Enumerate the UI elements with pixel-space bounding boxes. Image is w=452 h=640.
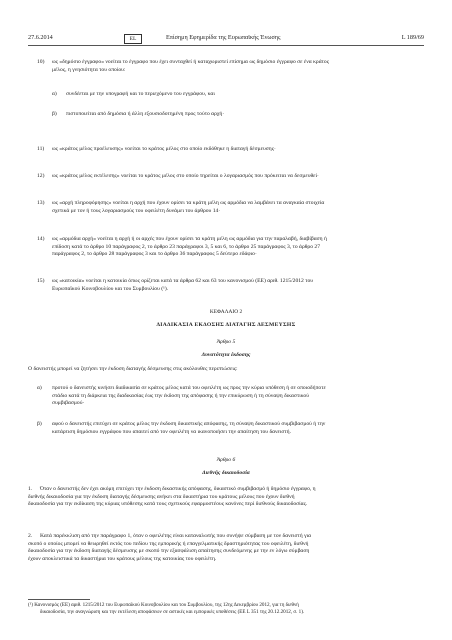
footnote-line: (¹) Κανονισμός (ΕΕ) αριθ. 1215/2012 του Ευρωπαϊκού Κοινοβουλίου και του Συμβουλίου, της 12ης Δεκεμβρίου 2012, για τη διεθνή	[28, 602, 299, 608]
chapter-label: ΚΕΦΑΛΑΙΟ 2	[209, 309, 243, 315]
article-intro: Ο δανειστής μπορεί να ζητήσει την έκδοση διαταγής δέσμευσης στις ακόλουθες περιπτώσεις:	[28, 366, 238, 372]
text-line: κατάρτιση δημόσιου εγγράφου που απαιτεί από τον οφειλέτη να ικανοποιήσει την απαίτηση του δανειστή.	[52, 428, 291, 435]
page-header	[28, 33, 424, 43]
footnote-rule	[28, 599, 90, 600]
text-line: προτού ο δανειστής κινήσει διαδικασία σε κράτος μέλος κατά του οφειλέτη ως προς την κύρια υπόθεση ή σε οποιοδήποτε	[52, 385, 326, 391]
definition-text	[52, 278, 313, 293]
definition-text: ως «κράτος μέλος προέλευσης» νοείται το κράτος μέλος στο οποίο εκδόθηκε η διαταγή δέσμευσης·	[52, 146, 276, 152]
text-line: δικαιοδοσία για την εκδίκαση της κύριας υπόθεσης κατά τους σχετικούς εφαρμοστέους κανόνες περί διεθνούς δικαιοδοσίας.	[28, 501, 308, 508]
sub-item-text	[52, 421, 325, 436]
paragraph-number: 1.	[28, 486, 33, 492]
text-line: έχουν αποκλειστικά τα δικαστήρια του κράτους μέλους της κατοικίας του οφειλέτη.	[28, 555, 217, 562]
journal-title: Επίσημη Εφημερίδα της Ευρωπαϊκής Ένωσης	[166, 34, 281, 41]
text-line: ως «αρμόδια αρχή» νοείται η αρχή ή οι αρχές που έχουν ορίσει τα κράτη μέλη ως αρμόδια για την παραλαβή, διαβίβαση ή	[52, 236, 327, 242]
chapter-title: ΔΙΑΔΙΚΑΣΙΑ ΕΚΔΟΣΗΣ ΔΙΑΤΑΓΗΣ ΔΕΣΜΕΥΣΗΣ	[156, 322, 296, 328]
language-code-box: EL	[124, 34, 142, 44]
sub-item-letter: β)	[52, 111, 57, 117]
text-line: ως «κατοικία» νοείται η κατοικία όπως ορίζεται κατά τα άρθρα 62 και 63 του κανονισμού (ΕΕ) αριθ. 1215/2012 του	[52, 278, 314, 284]
text-line: συμβιβασμού·	[52, 400, 85, 407]
sub-item-text: συνδέεται με την υπογραφή και το περιεχόμενο του εγγράφου, και	[66, 91, 215, 97]
footnote	[28, 602, 424, 616]
sub-item-letter: α)	[52, 91, 57, 97]
paragraph-text	[28, 533, 312, 563]
paragraph-number: 2.	[28, 533, 33, 539]
definition-number: 14)	[37, 236, 45, 242]
definition-number: 10)	[37, 59, 45, 65]
text-line: παράγραφος 2, το άρθρο 28 παράγραφος 3 και το άρθρο 36 παράγραφος 5 δεύτερο εδάφιο·	[52, 251, 257, 258]
definition-text	[52, 236, 327, 259]
article-label: Άρθρο 6	[216, 457, 236, 463]
definition-number: 13)	[37, 200, 45, 206]
sub-item-text	[52, 385, 326, 408]
sub-item-letter: β)	[37, 421, 42, 427]
text-line: Ευρωπαϊκού Κοινοβουλίου και του Συμβουλίου (¹).	[52, 285, 169, 292]
sub-item-text: πιστοποιείται από δημόσια ή άλλη εξουσιοδοτημένη προς τούτο αρχή·	[66, 111, 225, 117]
text-line: δικαιοδοσία για την έκδοση διαταγής δέσμευσης με σκοπό την εξασφάλιση απαίτησης συνδεόμενης με την εν λόγω σύμβαση	[28, 548, 310, 555]
definition-text	[52, 200, 324, 215]
text-line: Όταν ο δανειστής δεν έχει ακόμη επιτύχει την έκδοση δικαστικής απόφασης, δικαστικό συμβιβασμό ή δημόσιο έγγραφο, η	[40, 486, 316, 492]
text-line: σκοπό ο οποίος μπορεί να θεωρηθεί εκτός του πεδίου της εμπορικής ή επαγγελματικής δραστηριότητας του οφειλέτη, διεθνή	[28, 540, 309, 547]
paragraph-text	[28, 486, 316, 509]
text-line: διεθνής δικαιοδοσία για την έκδοση διαταγής δέσμευσης ανήκει στα δικαστήρια του κράτους μέλους που έχουν διεθνή	[28, 493, 295, 500]
text-line: σχετικά με τον ή τους λογαριασμούς του οφειλέτη δυνάμει του άρθρου 14·	[52, 207, 221, 214]
page-number: L 189/69	[401, 34, 424, 41]
article-title: Δυνατότητα έκδοσης	[201, 352, 251, 358]
text-line: ως «αρχή πληροφόρησης» νοείται η αρχή που έχουν ορίσει τα κράτη μέλη ως αρμόδια να λαμβάνει τα αναγκαία στοιχεία	[52, 200, 325, 206]
article-label: Άρθρο 5	[216, 339, 236, 345]
text-line: επίδοση κατά το άρθρο 10 παράγραφος 2, το άρθρο 23 παράγραφοι 3, 5 και 6, το άρθρο 25 παράγραφος 3, το άρθρο 27	[52, 243, 321, 250]
header-rule	[28, 45, 424, 46]
sub-item-letter: α)	[37, 385, 42, 391]
text-line: αφού ο δανειστής επιτύχει σε κράτος μέλος την έκδοση δικαστικής απόφασης, τη σύναψη δικαστικού συμβιβασμού ή την	[52, 421, 326, 427]
definition-text: ως «κράτος μέλος εκτέλεσης» νοείται το κράτος μέλος στο οποίο τηρείται ο λογαριασμός που πρόκειται να δεσμευθεί·	[52, 173, 319, 179]
definition-number: 12)	[37, 173, 45, 179]
definition-text	[52, 59, 329, 74]
text-line: στάδιο κατά τη διάρκεια της διαδικασίας έως την έκδοση της απόφασης ή την επικύρωση ή τη σύναψη δικαστικού	[52, 392, 309, 399]
definition-number: 15)	[37, 278, 45, 284]
definition-number: 11)	[37, 146, 45, 152]
footnote-line: δικαιοδοσία, την αναγνώριση και την εκτέλεση αποφάσεων σε αστικές και εμπορικές υποθέσεις (ΕΕ L 351 της 20.12.2012, σ. 1).	[40, 609, 305, 615]
article-title: Διεθνής δικαιοδοσία	[202, 470, 250, 476]
text-line: ως «δημόσιο έγγραφο» νοείται το έγγραφο που έχει συνταχθεί ή καταχωριστεί επίσημα ως δημόσιο έγγραφο σε ένα κράτος	[52, 59, 329, 65]
header-date: 27.6.2014	[28, 34, 53, 41]
text-line: μέλος, η γνησιότητα του οποίου:	[52, 66, 126, 73]
text-line: Κατά παρέκκλιση από την παράγραφο 1, όταν ο οφειλέτης είναι καταναλωτής που συνήψε σύμβαση με τον δανειστή για	[40, 533, 312, 539]
